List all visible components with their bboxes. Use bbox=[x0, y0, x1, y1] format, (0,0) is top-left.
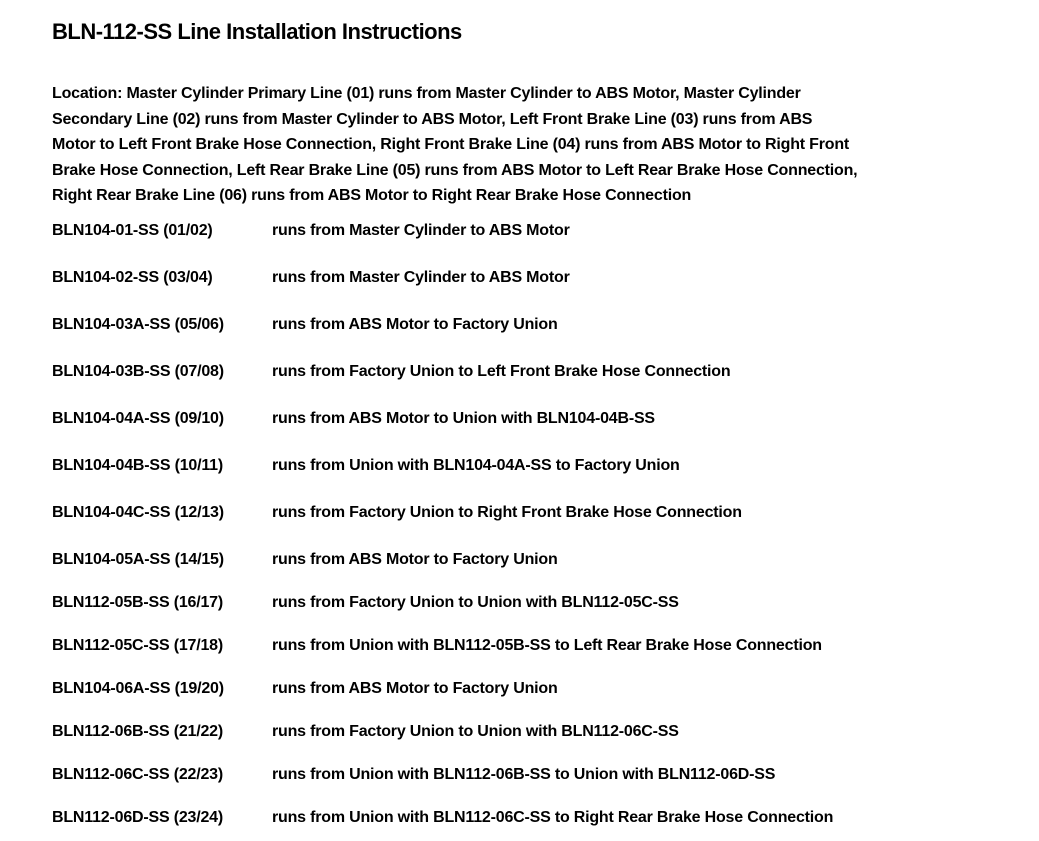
location-paragraph-line: Motor to Left Front Brake Hose Connection, Right Front Brake Line (04) runs from ABS Motor to Right Front bbox=[52, 136, 850, 153]
part-number: BLN104-05A-SS (14/15) bbox=[52, 550, 224, 568]
line-row bbox=[52, 636, 1039, 656]
part-description: runs from Factory Union to Union with BLN112-05C-SS bbox=[272, 593, 679, 611]
part-description: runs from Master Cylinder to ABS Motor bbox=[272, 221, 570, 239]
part-description: runs from Master Cylinder to ABS Motor bbox=[272, 268, 570, 286]
part-description: runs from Union with BLN112-06C-SS to Right Rear Brake Hose Connection bbox=[272, 808, 834, 826]
part-description: runs from ABS Motor to Factory Union bbox=[272, 315, 558, 333]
line-row bbox=[52, 315, 1039, 335]
line-row bbox=[52, 268, 1039, 288]
part-number: BLN104-06A-SS (19/20) bbox=[52, 679, 224, 697]
line-row bbox=[52, 409, 1039, 429]
part-description: runs from Union with BLN112-06B-SS to Union with BLN112-06D-SS bbox=[272, 765, 776, 783]
part-description: runs from Union with BLN112-05B-SS to Left Rear Brake Hose Connection bbox=[272, 636, 822, 654]
part-number: BLN112-05B-SS (16/17) bbox=[52, 593, 223, 611]
page-title: BLN-112-SS Line Installation Instructions bbox=[52, 19, 462, 44]
part-description: runs from ABS Motor to Factory Union bbox=[272, 679, 558, 697]
part-description: runs from Factory Union to Right Front Brake Hose Connection bbox=[272, 503, 742, 521]
part-number: BLN104-04A-SS (09/10) bbox=[52, 409, 224, 427]
part-description: runs from Union with BLN104-04A-SS to Factory Union bbox=[272, 456, 680, 474]
location-paragraph-line: Right Rear Brake Line (06) runs from ABS Motor to Right Rear Brake Hose Connection bbox=[52, 187, 692, 204]
location-paragraph bbox=[52, 81, 1039, 209]
location-paragraph-line: Location: Master Cylinder Primary Line (01) runs from Master Cylinder to ABS Motor, Master Cylinder bbox=[52, 85, 801, 102]
line-list bbox=[52, 221, 1039, 828]
part-number: BLN112-05C-SS (17/18) bbox=[52, 636, 223, 654]
part-description: runs from Factory Union to Left Front Brake Hose Connection bbox=[272, 362, 731, 380]
line-row bbox=[52, 722, 1039, 742]
line-row bbox=[52, 765, 1039, 785]
line-row bbox=[52, 362, 1039, 382]
part-number: BLN104-04B-SS (10/11) bbox=[52, 456, 223, 474]
line-row bbox=[52, 679, 1039, 699]
part-number: BLN104-03A-SS (05/06) bbox=[52, 315, 224, 333]
part-description: runs from Factory Union to Union with BLN112-06C-SS bbox=[272, 722, 679, 740]
location-paragraph-line: Brake Hose Connection, Left Rear Brake Line (05) runs from ABS Motor to Left Rear Brake Hose Connection, bbox=[52, 161, 858, 179]
location-paragraph-line: Secondary Line (02) runs from Master Cylinder to ABS Motor, Left Front Brake Line (03) runs from ABS bbox=[52, 110, 813, 128]
part-description: runs from ABS Motor to Factory Union bbox=[272, 550, 558, 568]
line-row bbox=[52, 593, 1039, 613]
part-description: runs from ABS Motor to Union with BLN104-04B-SS bbox=[272, 409, 655, 427]
part-number: BLN104-01-SS (01/02) bbox=[52, 221, 213, 239]
part-number: BLN112-06C-SS (22/23) bbox=[52, 765, 223, 783]
line-row bbox=[52, 503, 1039, 523]
part-number: BLN104-02-SS (03/04) bbox=[52, 268, 213, 286]
part-number: BLN112-06B-SS (21/22) bbox=[52, 722, 223, 740]
part-number: BLN104-04C-SS (12/13) bbox=[52, 503, 224, 521]
part-number: BLN112-06D-SS (23/24) bbox=[52, 808, 223, 826]
line-row bbox=[52, 221, 1039, 241]
line-row bbox=[52, 808, 1039, 828]
line-row bbox=[52, 550, 1039, 570]
part-number: BLN104-03B-SS (07/08) bbox=[52, 362, 224, 380]
line-row bbox=[52, 456, 1039, 476]
